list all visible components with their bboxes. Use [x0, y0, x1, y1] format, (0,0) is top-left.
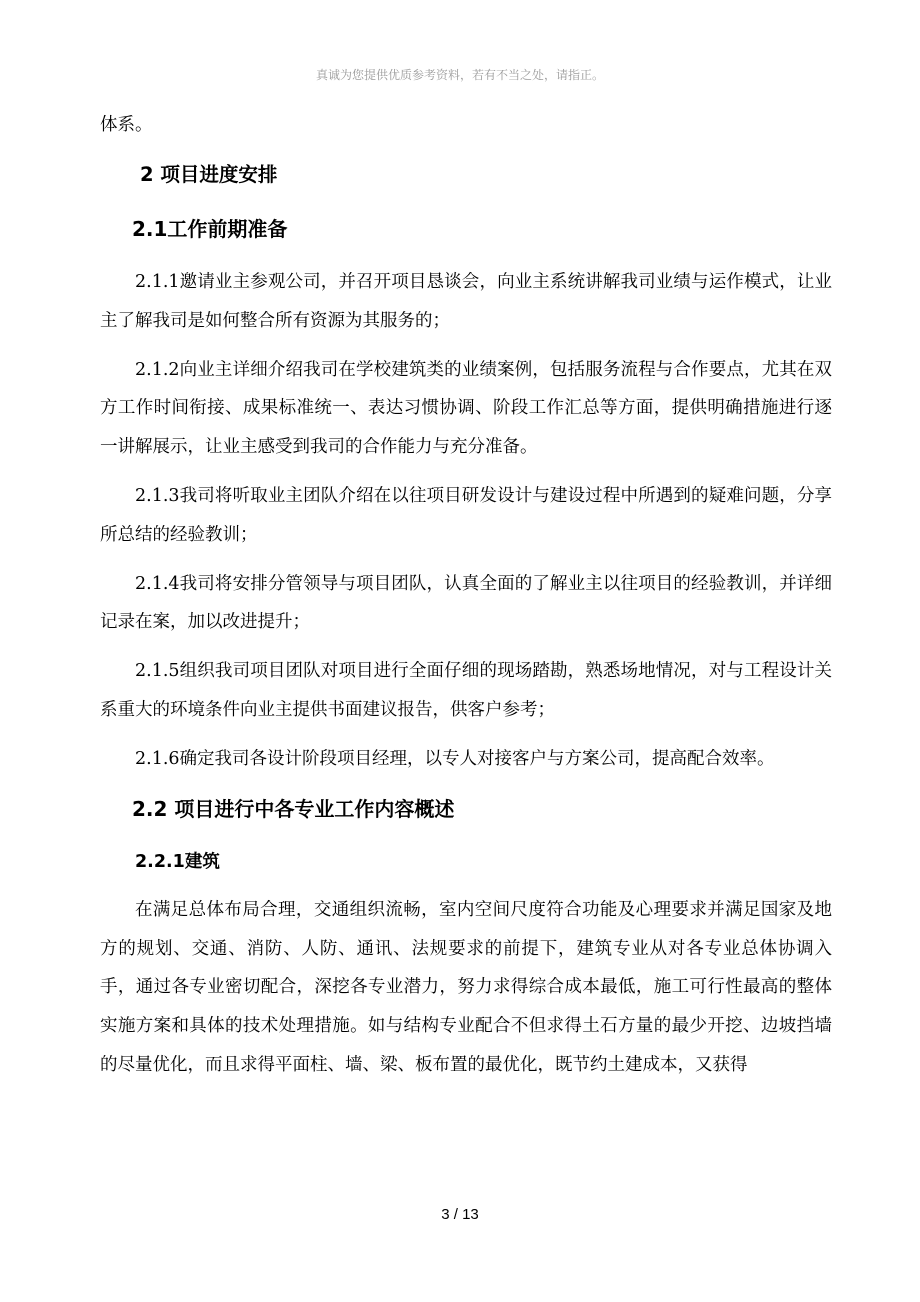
section-2-2-1-heading: 2.2.1建筑 — [135, 852, 220, 873]
continuation-text: 体系。 — [100, 115, 153, 135]
item-2-1-3: 2.1.3我司将听取业主团队介绍在以往项目研发设计与建设过程中所遇到的疑难问题，分享所总结的经验教训； — [100, 486, 832, 545]
item-2-1-1: 2.1.1邀请业主参观公司，并召开项目恳谈会，向业主系统讲解我司业绩与运作模式，让业主了解我司是如何整合所有资源为其服务的； — [100, 272, 832, 331]
item-2-1-6: 2.1.6确定我司各设计阶段项目经理，以专人对接客户与方案公司，提高配合效率。 — [135, 749, 775, 770]
section-2-2-heading: 2.2 项目进行中各专业工作内容概述 — [132, 797, 455, 822]
item-2-1-5: 2.1.5组织我司项目团队对项目进行全面仔细的现场踏勘，熟悉场地情况，对与工程设计关系重大的环境条件向业主提供书面建议报告，供客户参考； — [100, 661, 832, 721]
page-content — [100, 106, 832, 1095]
architecture-paragraph: 在满足总体布局合理，交通组织流畅，室内空间尺度符合功能及心理要求并满足国家及地方的规划、交通、消防、人防、通讯、法规要求的前提下，建筑专业从对各专业总体协调入手，通过各专业密切配合，深挖各专业潜力，努力求得综合成本最低，施工可行性最高的整体实施方案和具体的技术处理措施。如与结构专业配合不但求得土石方量的最少开挖、边坡挡墙的尽量优化，而且求得平面柱、墙、梁、板布置的最优化，既节约土建成本，又获得 — [100, 900, 832, 1075]
item-2-1-2: 2.1.2向业主详细介绍我司在学校建筑类的业绩案例，包括服务流程与合作要点，尤其在双方工作时间衔接、成果标准统一、表达习惯协调、阶段工作汇总等方面，提供明确措施进行逐一讲解展示，让业主感受到我司的合作能力与充分准备。 — [100, 359, 832, 457]
item-2-1-4: 2.1.4我司将安排分管领导与项目团队，认真全面的了解业主以往项目的经验教训，并详细记录在案，加以改进提升； — [100, 573, 832, 633]
page-number: 3 / 13 — [441, 1206, 479, 1223]
page-header: 真诚为您提供优质参考资料，若有不当之处，请指正。 — [315, 68, 604, 82]
section-2-heading: 2 项目进度安排 — [140, 163, 278, 187]
section-2-1-heading: 2.1工作前期准备 — [132, 217, 288, 242]
